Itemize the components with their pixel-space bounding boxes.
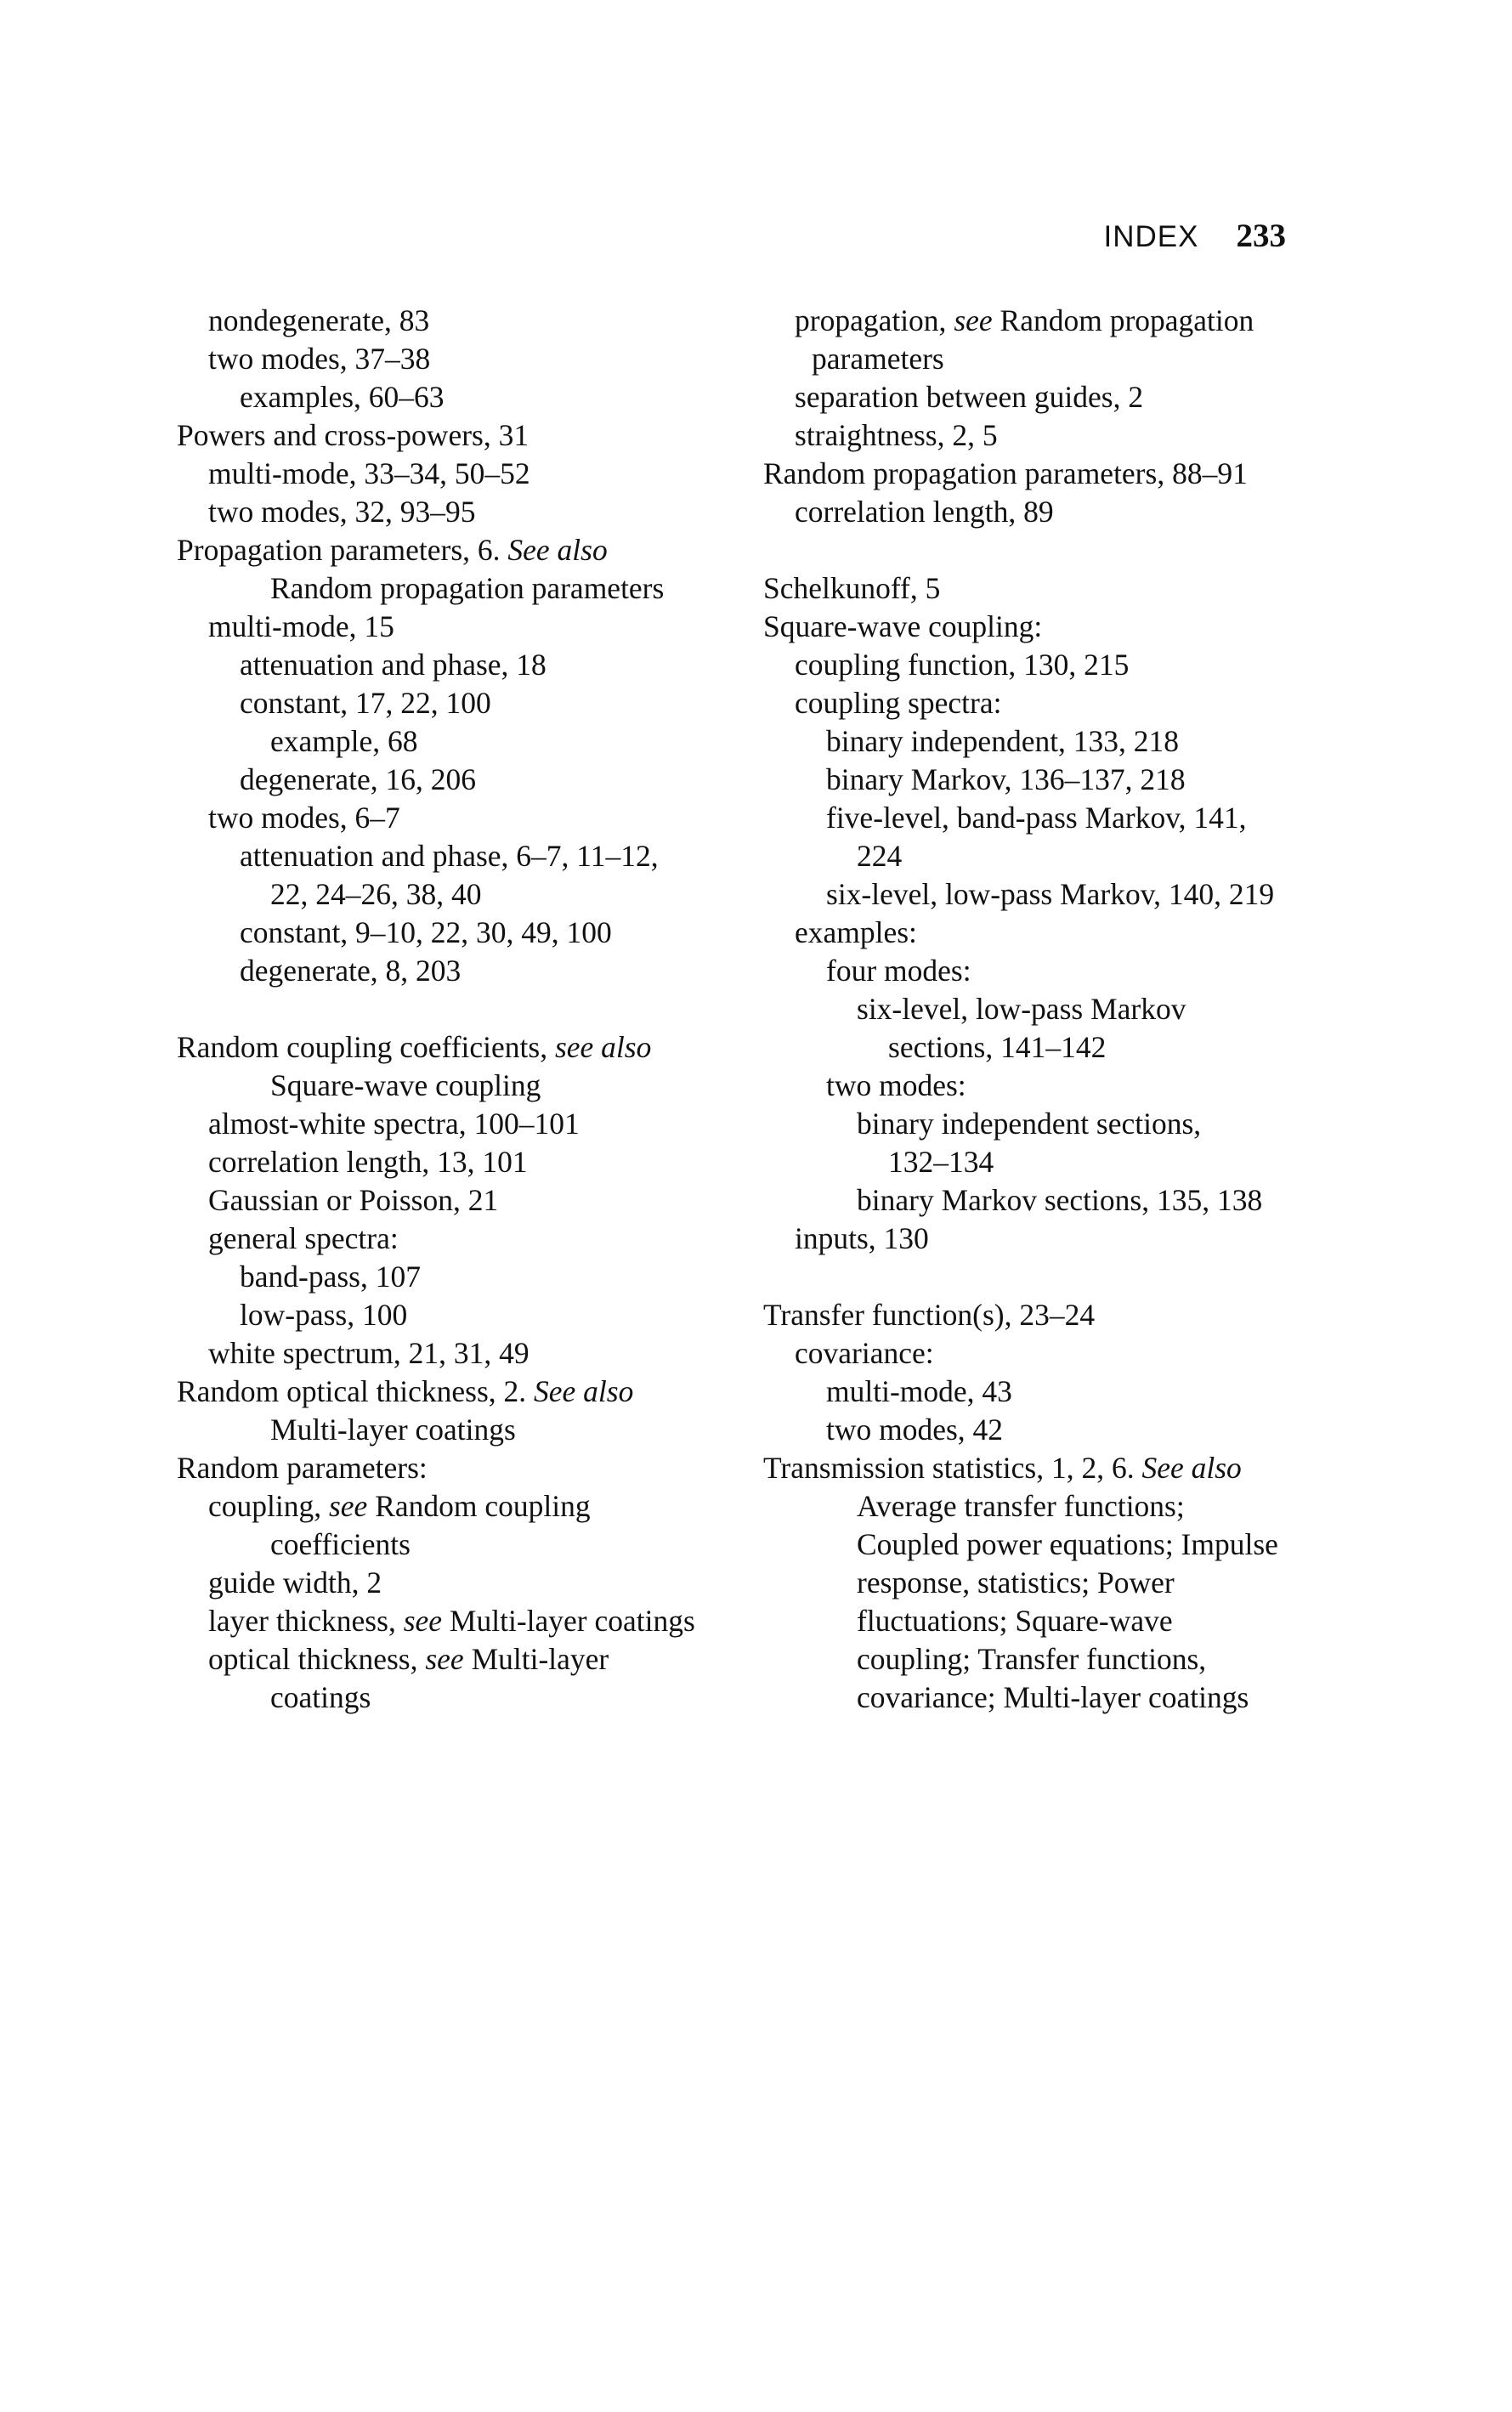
index-subentry bbox=[763, 837, 1341, 875]
index-subentry bbox=[177, 1296, 738, 1334]
index-subentry bbox=[763, 1334, 1341, 1373]
entry-text: binary independent sections, bbox=[857, 1107, 1202, 1141]
entry-text: propagation, bbox=[795, 303, 954, 337]
index-subentry bbox=[177, 684, 738, 722]
index-subentry bbox=[763, 1220, 1341, 1258]
entry-text: six-level, low-pass Markov bbox=[857, 992, 1186, 1026]
index-subentry bbox=[177, 914, 738, 952]
cross-reference-text: See also bbox=[1141, 1451, 1242, 1485]
index-subentry bbox=[763, 875, 1341, 914]
index-subentry bbox=[763, 1564, 1341, 1602]
index-subentry bbox=[763, 1526, 1341, 1564]
entry-text: correlation length, 89 bbox=[795, 495, 1054, 529]
index-subentry bbox=[763, 1679, 1341, 1717]
index-subentry bbox=[177, 1487, 738, 1526]
index-subentry bbox=[177, 1411, 738, 1449]
index-subentry bbox=[763, 1105, 1341, 1143]
index-subentry bbox=[177, 608, 738, 646]
index-subentry bbox=[763, 1028, 1341, 1067]
entry-text: Schelkunoff, 5 bbox=[763, 571, 941, 605]
entry-text: two modes, 6–7 bbox=[208, 801, 400, 835]
entry-text: Transmission statistics, 1, 2, 6. bbox=[763, 1451, 1142, 1485]
index-subentry bbox=[177, 340, 738, 378]
entry-text: binary independent, 133, 218 bbox=[826, 724, 1180, 758]
entry-text: Random propagation parameters bbox=[270, 571, 665, 605]
index-column-left bbox=[177, 302, 738, 1717]
index-main-entry bbox=[177, 1373, 738, 1411]
entry-text: layer thickness, bbox=[208, 1604, 404, 1638]
entry-text: band-pass, 107 bbox=[240, 1260, 421, 1294]
entry-text: coatings bbox=[270, 1680, 371, 1714]
index-subentry bbox=[763, 340, 1341, 378]
entry-text: Random coupling bbox=[367, 1489, 591, 1523]
entry-text: white spectrum, 21, 31, 49 bbox=[208, 1336, 529, 1370]
entry-text: Powers and cross-powers, 31 bbox=[177, 418, 529, 452]
index-main-entry bbox=[177, 1449, 738, 1487]
index-subentry bbox=[763, 722, 1341, 761]
index-subentry bbox=[177, 799, 738, 837]
entry-text: general spectra: bbox=[208, 1221, 399, 1255]
index-subentry bbox=[763, 1143, 1341, 1181]
index-subentry bbox=[763, 684, 1341, 722]
index-subentry bbox=[763, 1067, 1341, 1105]
index-subentry bbox=[177, 1067, 738, 1105]
entry-gap bbox=[763, 1258, 1341, 1296]
entry-text: guide width, 2 bbox=[208, 1566, 382, 1600]
index-subentry bbox=[763, 378, 1341, 416]
index-main-entry bbox=[177, 531, 738, 569]
entry-text: six-level, low-pass Markov, 140, 219 bbox=[826, 877, 1275, 911]
entry-text: Coupled power equations; Impulse bbox=[857, 1527, 1278, 1561]
entry-text: attenuation and phase, 18 bbox=[240, 648, 546, 682]
entry-text: two modes: bbox=[826, 1068, 966, 1102]
entry-text: 224 bbox=[857, 839, 903, 873]
entry-text: fluctuations; Square-wave bbox=[857, 1604, 1173, 1638]
entry-text: sections, 141–142 bbox=[888, 1030, 1107, 1064]
index-subentry bbox=[763, 799, 1341, 837]
entry-text: Square-wave coupling bbox=[270, 1068, 541, 1102]
index-subentry bbox=[177, 1258, 738, 1296]
entry-text: coupling function, 130, 215 bbox=[795, 648, 1130, 682]
index-subentry bbox=[177, 1602, 738, 1640]
index-subentry bbox=[177, 837, 738, 875]
entry-text: optical thickness, bbox=[208, 1642, 426, 1676]
entry-text: Random coupling coefficients, bbox=[177, 1030, 555, 1064]
index-column-right bbox=[763, 302, 1341, 1717]
index-main-entry bbox=[763, 1296, 1341, 1334]
entry-text: binary Markov, 136–137, 218 bbox=[826, 762, 1186, 796]
entry-text: Random propagation bbox=[992, 303, 1254, 337]
entry-text: covariance: bbox=[795, 1336, 934, 1370]
entry-text: coupling, bbox=[208, 1489, 329, 1523]
entry-text: Propagation parameters, 6. bbox=[177, 533, 508, 567]
entry-text: five-level, band-pass Markov, 141, bbox=[826, 801, 1247, 835]
index-main-entry bbox=[763, 608, 1341, 646]
entry-text: parameters bbox=[812, 342, 944, 376]
entry-text: response, statistics; Power bbox=[857, 1566, 1175, 1600]
entry-text: Multi-layer bbox=[463, 1642, 609, 1676]
entry-text: 22, 24–26, 38, 40 bbox=[270, 877, 482, 911]
index-subentry bbox=[177, 1526, 738, 1564]
index-subentry bbox=[177, 569, 738, 608]
entry-text: 132–134 bbox=[888, 1145, 994, 1179]
index-subentry bbox=[763, 1411, 1341, 1449]
index-subentry bbox=[177, 761, 738, 799]
index-subentry bbox=[177, 493, 738, 531]
index-subentry bbox=[177, 646, 738, 684]
entry-gap bbox=[177, 990, 738, 1028]
index-subentry bbox=[177, 1640, 738, 1679]
running-head: INDEX bbox=[1103, 220, 1199, 253]
index-subentry bbox=[177, 875, 738, 914]
index-subentry bbox=[177, 1679, 738, 1717]
entry-text: Average transfer functions; bbox=[857, 1489, 1185, 1523]
entry-text: almost-white spectra, 100–101 bbox=[208, 1107, 580, 1141]
index-main-entry bbox=[177, 416, 738, 455]
index-subentry bbox=[763, 1181, 1341, 1220]
entry-text: coupling spectra: bbox=[795, 686, 1002, 720]
entry-text: attenuation and phase, 6–7, 11–12, bbox=[240, 839, 659, 873]
index-subentry bbox=[177, 952, 738, 990]
page-header bbox=[1104, 217, 1286, 255]
entry-text: Random optical thickness, 2. bbox=[177, 1374, 535, 1408]
entry-text: coefficients bbox=[270, 1527, 411, 1561]
entry-text: Multi-layer coatings bbox=[270, 1413, 516, 1447]
cross-reference-text: See also bbox=[507, 533, 608, 567]
index-subentry bbox=[763, 302, 1341, 340]
entry-text: constant, 17, 22, 100 bbox=[240, 686, 491, 720]
page-number: 233 bbox=[1236, 218, 1286, 254]
entry-text: coupling; Transfer functions, bbox=[857, 1642, 1207, 1676]
entry-text: Multi-layer coatings bbox=[442, 1604, 695, 1638]
index-subentry bbox=[177, 1105, 738, 1143]
entry-text: degenerate, 16, 206 bbox=[240, 762, 476, 796]
entry-text: Transfer function(s), 23–24 bbox=[763, 1298, 1096, 1332]
index-subentry bbox=[177, 302, 738, 340]
index-subentry bbox=[763, 761, 1341, 799]
entry-text: example, 68 bbox=[270, 724, 418, 758]
index-subentry bbox=[177, 378, 738, 416]
entry-text: examples: bbox=[795, 915, 917, 949]
index-main-entry bbox=[763, 1449, 1341, 1487]
index-subentry bbox=[763, 1487, 1341, 1526]
index-subentry bbox=[177, 1564, 738, 1602]
entry-text: Gaussian or Poisson, 21 bbox=[208, 1183, 499, 1217]
index-subentry bbox=[763, 493, 1341, 531]
entry-gap bbox=[763, 531, 1341, 569]
entry-text: inputs, 130 bbox=[795, 1221, 929, 1255]
index-main-entry bbox=[763, 455, 1341, 493]
entry-text: multi-mode, 43 bbox=[826, 1374, 1012, 1408]
entry-text: nondegenerate, 83 bbox=[208, 303, 430, 337]
entry-text: two modes, 42 bbox=[826, 1413, 1004, 1447]
entry-text: degenerate, 8, 203 bbox=[240, 954, 462, 988]
entry-text: examples, 60–63 bbox=[240, 380, 445, 414]
entry-text: separation between guides, 2 bbox=[795, 380, 1144, 414]
entry-text: correlation length, 13, 101 bbox=[208, 1145, 528, 1179]
cross-reference-text: See also bbox=[534, 1374, 634, 1408]
entry-text: low-pass, 100 bbox=[240, 1298, 408, 1332]
index-subentry bbox=[177, 1220, 738, 1258]
entry-text: covariance; Multi-layer coatings bbox=[857, 1680, 1249, 1714]
entry-text: binary Markov sections, 135, 138 bbox=[857, 1183, 1263, 1217]
index-subentry bbox=[763, 914, 1341, 952]
entry-text: Square-wave coupling: bbox=[763, 609, 1043, 643]
index-subentry bbox=[763, 1640, 1341, 1679]
entry-text: straightness, 2, 5 bbox=[795, 418, 998, 452]
index-subentry bbox=[177, 722, 738, 761]
cross-reference-text: see bbox=[954, 303, 993, 337]
cross-reference-text: see bbox=[328, 1489, 368, 1523]
entry-text: Random propagation parameters, 88–91 bbox=[763, 456, 1248, 490]
index-subentry bbox=[763, 1373, 1341, 1411]
index-subentry bbox=[177, 1143, 738, 1181]
cross-reference-text: see bbox=[425, 1642, 464, 1676]
index-subentry bbox=[763, 952, 1341, 990]
index-subentry bbox=[763, 990, 1341, 1028]
index-subentry bbox=[763, 1602, 1341, 1640]
index-subentry bbox=[177, 455, 738, 493]
cross-reference-text: see also bbox=[554, 1030, 652, 1064]
index-subentry bbox=[177, 1334, 738, 1373]
entry-text: multi-mode, 15 bbox=[208, 609, 394, 643]
entry-text: Random parameters: bbox=[177, 1451, 428, 1485]
entry-text: two modes, 37–38 bbox=[208, 342, 431, 376]
index-subentry bbox=[763, 646, 1341, 684]
entry-text: four modes: bbox=[826, 954, 971, 988]
entry-text: constant, 9–10, 22, 30, 49, 100 bbox=[240, 915, 612, 949]
index-subentry bbox=[763, 416, 1341, 455]
index-main-entry bbox=[177, 1028, 738, 1067]
entry-text: multi-mode, 33–34, 50–52 bbox=[208, 456, 530, 490]
entry-text: two modes, 32, 93–95 bbox=[208, 495, 476, 529]
cross-reference-text: see bbox=[403, 1604, 443, 1638]
index-subentry bbox=[177, 1181, 738, 1220]
index-main-entry bbox=[763, 569, 1341, 608]
